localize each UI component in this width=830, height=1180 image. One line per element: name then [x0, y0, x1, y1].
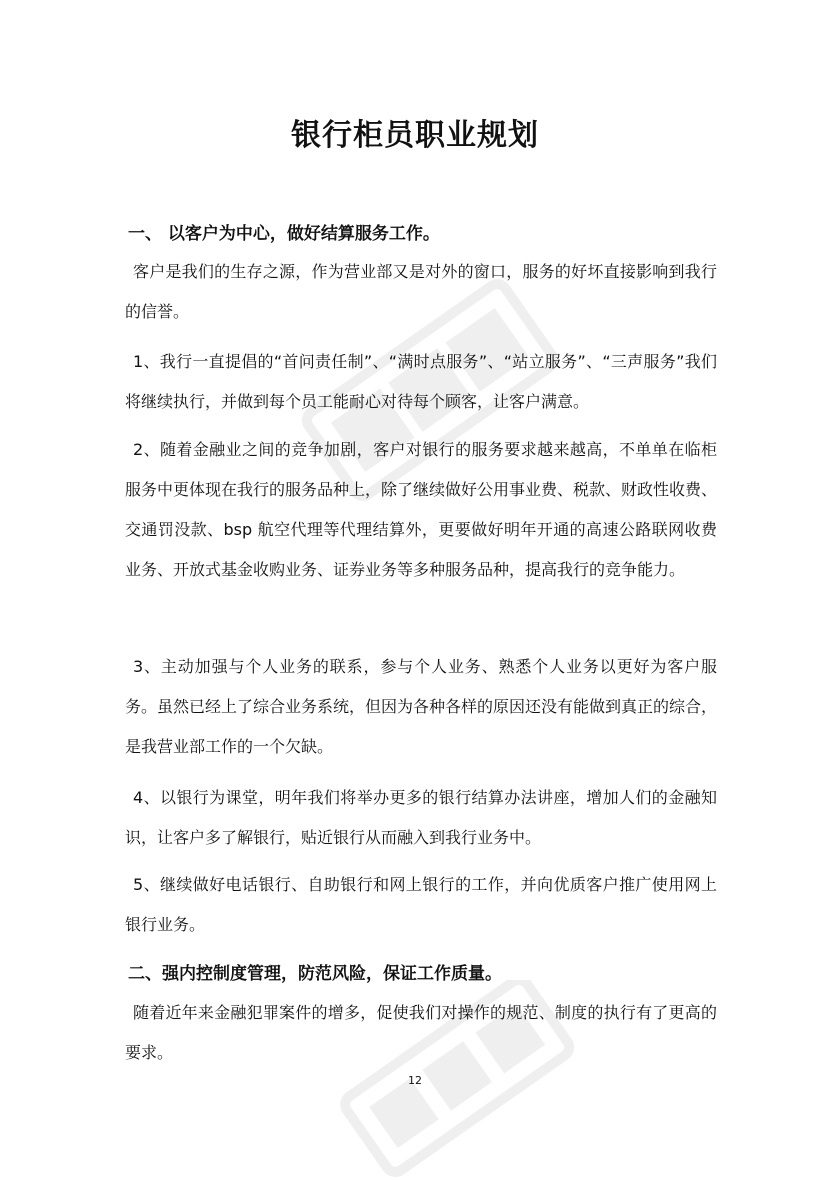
page-title: 银行柜员职业规划	[291, 118, 539, 153]
list-item: 3、主动加强与个人业务的联系，参与个人业务、熟悉个人业务以更好为客户服务。虽然已经上了综合业务系统，但因为各种各样的原因还没有能做到真正的综合，是我营业部工作的一个欠缺。	[125, 657, 718, 756]
list-item: 4、以银行为课堂，明年我们将举办更多的银行结算办法讲座，增加人们的金融知识，让客户多了解银行，贴近银行从而融入到我行业务中。	[125, 788, 717, 847]
section-heading: 二、强内控制度管理，防范风险，保证工作质量。	[128, 964, 502, 984]
section-heading: 一、 以客户为中心，做好结算服务工作。	[128, 224, 440, 244]
page-number: 12	[408, 1074, 422, 1087]
list-item: 1、我行一直提倡的“首问责任制”、“满时点服务”、“站立服务”、“三声服务”我们将继续执行，并做到每个员工能耐心对待每个顾客，让客户满意。	[125, 352, 717, 411]
paragraph: 随着近年来金融犯罪案件的增多，促使我们对操作的规范、制度的执行有了更高的要求。	[125, 1003, 717, 1062]
list-item: 2、随着金融业之间的竞争加剧，客户对银行的服务要求越来越高，不单单在临柜服务中更体现在我行的服务品种上，除了继续做好公用事业费、税款、财政性收费、交通罚没款、bsp 航空代理等代理结算外，更要做好明年开通的高速公路联网收费业务、开放式基金收购业务、证券业务等多种服务品种，提高我行的竞争能力。	[125, 440, 718, 579]
list-item: 5、继续做好电话银行、自助银行和网上银行的工作，并向优质客户推广使用网上银行业务。	[125, 875, 717, 934]
paragraph: 客户是我们的生存之源，作为营业部又是对外的窗口，服务的好坏直接影响到我行的信誉。	[125, 262, 717, 321]
